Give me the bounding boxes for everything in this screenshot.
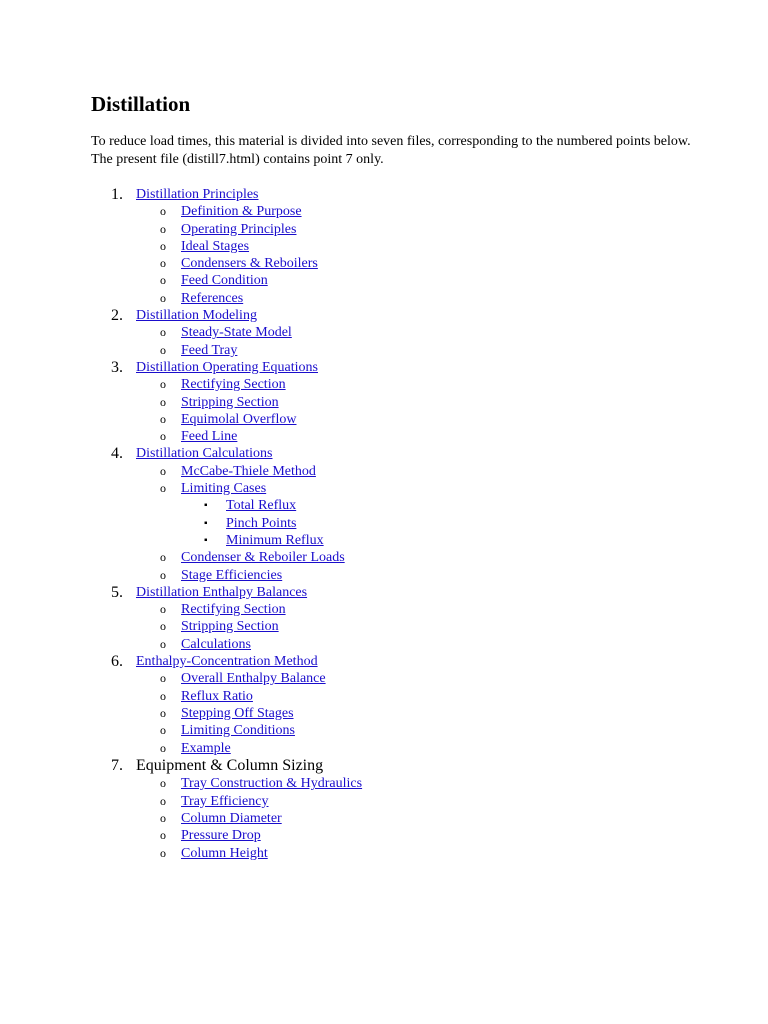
outline-subitem bbox=[0, 722, 768, 739]
subsection-link[interactable]: Reflux Ratio bbox=[181, 688, 253, 704]
section-number: 1. bbox=[111, 186, 123, 203]
circle-bullet-icon: o bbox=[160, 204, 166, 219]
circle-bullet-icon: o bbox=[160, 463, 166, 478]
subsection-link[interactable]: Pressure Drop bbox=[181, 828, 261, 844]
section-number: 5. bbox=[111, 583, 123, 601]
circle-bullet-icon: o bbox=[160, 723, 166, 738]
circle-bullet-icon: o bbox=[160, 221, 166, 236]
section-link[interactable]: Distillation Enthalpy Balances bbox=[136, 584, 308, 600]
section-link[interactable]: Distillation Modeling bbox=[136, 308, 257, 324]
outline-subitem bbox=[0, 342, 768, 359]
subsection-link[interactable]: Rectifying Section bbox=[181, 602, 286, 618]
outline-section bbox=[0, 359, 768, 376]
outline-subitem bbox=[0, 272, 768, 289]
intro-paragraph: To reduce load times, this material is divided into seven files, corresponding to the numbered points below. The present file (distill7.html) contains point 7 only. bbox=[91, 134, 691, 167]
outline-section bbox=[0, 653, 768, 670]
outline-subitem bbox=[0, 845, 768, 862]
outline-subitem bbox=[0, 549, 768, 566]
outline-section bbox=[0, 186, 768, 203]
subsection-link[interactable]: Example bbox=[181, 740, 231, 756]
subsection-link[interactable]: Column Height bbox=[181, 845, 268, 861]
circle-bullet-icon: o bbox=[160, 636, 166, 651]
circle-bullet-icon: o bbox=[160, 567, 166, 582]
circle-bullet-icon: o bbox=[160, 793, 166, 808]
outline-subitem bbox=[0, 324, 768, 341]
outline-section bbox=[0, 445, 768, 462]
outline-subitem bbox=[0, 793, 768, 810]
outline-subitem bbox=[0, 394, 768, 411]
current-section-title: Equipment & Column Sizing bbox=[136, 756, 324, 774]
subsubsection-link[interactable]: Total Reflux bbox=[226, 498, 297, 514]
subsection-link[interactable]: Tray Construction & Hydraulics bbox=[181, 776, 363, 792]
subsection-link[interactable]: McCabe-Thiele Method bbox=[181, 463, 316, 479]
outline-subitem bbox=[0, 810, 768, 827]
section-number: 7. bbox=[111, 756, 123, 774]
outline-subitem bbox=[0, 688, 768, 705]
outline-subitem bbox=[0, 203, 768, 220]
outline-section bbox=[0, 757, 768, 776]
section-number: 2. bbox=[111, 307, 123, 325]
circle-bullet-icon: o bbox=[160, 411, 166, 426]
subsection-link[interactable]: Equimolal Overflow bbox=[181, 411, 297, 427]
circle-bullet-icon: o bbox=[160, 238, 166, 253]
section-link[interactable]: Distillation Principles bbox=[136, 187, 259, 202]
circle-bullet-icon: o bbox=[160, 688, 166, 703]
outline-subsubitem bbox=[0, 515, 768, 532]
outline-subitem bbox=[0, 480, 768, 497]
outline-subsubitem bbox=[0, 532, 768, 549]
outline-subitem bbox=[0, 601, 768, 618]
outline-subitem bbox=[0, 463, 768, 480]
circle-bullet-icon: o bbox=[160, 602, 166, 617]
subsection-link[interactable]: Stage Efficiencies bbox=[181, 567, 283, 583]
contents-outline bbox=[0, 186, 768, 862]
subsubsection-link[interactable]: Minimum Reflux bbox=[226, 532, 324, 548]
subsection-link[interactable]: Rectifying Section bbox=[181, 377, 286, 393]
subsection-link[interactable]: Feed Line bbox=[181, 429, 238, 445]
circle-bullet-icon: o bbox=[160, 273, 166, 288]
square-bullet-icon: ▪ bbox=[204, 500, 208, 512]
outline-subitem bbox=[0, 290, 768, 307]
circle-bullet-icon: o bbox=[160, 481, 166, 496]
subsection-link[interactable]: Condensers & Reboilers bbox=[181, 256, 318, 272]
outline-subitem bbox=[0, 221, 768, 238]
subsection-link[interactable]: Stripping Section bbox=[181, 619, 279, 635]
circle-bullet-icon: o bbox=[160, 394, 166, 409]
circle-bullet-icon: o bbox=[160, 828, 166, 843]
circle-bullet-icon: o bbox=[160, 550, 166, 565]
circle-bullet-icon: o bbox=[160, 256, 166, 271]
circle-bullet-icon: o bbox=[160, 290, 166, 305]
circle-bullet-icon: o bbox=[160, 325, 166, 340]
section-number: 4. bbox=[111, 445, 123, 463]
section-number: 6. bbox=[111, 653, 123, 671]
subsection-link[interactable]: Column Diameter bbox=[181, 810, 282, 826]
subsection-link[interactable]: Stripping Section bbox=[181, 394, 279, 410]
outline-subitem bbox=[0, 775, 768, 792]
subsection-link[interactable]: Feed Condition bbox=[181, 273, 268, 289]
circle-bullet-icon: o bbox=[160, 810, 166, 825]
square-bullet-icon: ▪ bbox=[204, 534, 208, 546]
circle-bullet-icon: o bbox=[160, 342, 166, 357]
outline-subitem bbox=[0, 255, 768, 272]
subsection-link[interactable]: Stepping Off Stages bbox=[181, 705, 294, 721]
section-link[interactable]: Distillation Calculations bbox=[136, 446, 273, 462]
subsection-link[interactable]: Limiting Cases bbox=[181, 481, 267, 497]
page-title: Distillation bbox=[91, 92, 191, 116]
outline-subitem bbox=[0, 411, 768, 428]
outline-subitem bbox=[0, 428, 768, 445]
subsection-link[interactable]: Calculations bbox=[181, 636, 251, 652]
subsection-link[interactable]: Limiting Conditions bbox=[181, 723, 295, 739]
circle-bullet-icon: o bbox=[160, 705, 166, 720]
outline-subitem bbox=[0, 670, 768, 687]
subsection-link[interactable]: Tray Efficiency bbox=[181, 793, 269, 809]
section-number: 3. bbox=[111, 358, 123, 376]
outline-subitem bbox=[0, 567, 768, 584]
circle-bullet-icon: o bbox=[160, 429, 166, 444]
square-bullet-icon: ▪ bbox=[204, 517, 208, 529]
outline-subitem bbox=[0, 238, 768, 255]
circle-bullet-icon: o bbox=[160, 776, 166, 791]
outline-subitem bbox=[0, 618, 768, 635]
section-link[interactable]: Distillation Operating Equations bbox=[136, 359, 318, 375]
circle-bullet-icon: o bbox=[160, 377, 166, 392]
subsection-link[interactable]: Operating Principles bbox=[181, 221, 297, 237]
subsection-link[interactable]: Condenser & Reboiler Loads bbox=[181, 550, 345, 566]
subsection-link[interactable]: Feed Tray bbox=[181, 342, 238, 358]
circle-bullet-icon: o bbox=[160, 671, 166, 686]
subsubsection-link[interactable]: Pinch Points bbox=[226, 515, 297, 531]
outline-subitem bbox=[0, 740, 768, 757]
subsection-link[interactable]: Ideal Stages bbox=[181, 238, 250, 254]
subsection-link[interactable]: References bbox=[181, 290, 244, 306]
circle-bullet-icon: o bbox=[160, 619, 166, 634]
outline-section bbox=[0, 307, 768, 324]
outline-subsubitem bbox=[0, 497, 768, 514]
subsection-link[interactable]: Steady-State Model bbox=[181, 325, 292, 341]
outline-subitem bbox=[0, 636, 768, 653]
circle-bullet-icon: o bbox=[160, 740, 166, 755]
outline-subitem bbox=[0, 827, 768, 844]
outline-subitem bbox=[0, 705, 768, 722]
circle-bullet-icon: o bbox=[160, 845, 166, 860]
subsection-link[interactable]: Definition & Purpose bbox=[181, 204, 302, 220]
outline-section bbox=[0, 584, 768, 601]
subsection-link[interactable]: Overall Enthalpy Balance bbox=[181, 671, 326, 687]
outline-subitem bbox=[0, 376, 768, 393]
section-link[interactable]: Enthalpy-Concentration Method bbox=[136, 654, 318, 670]
